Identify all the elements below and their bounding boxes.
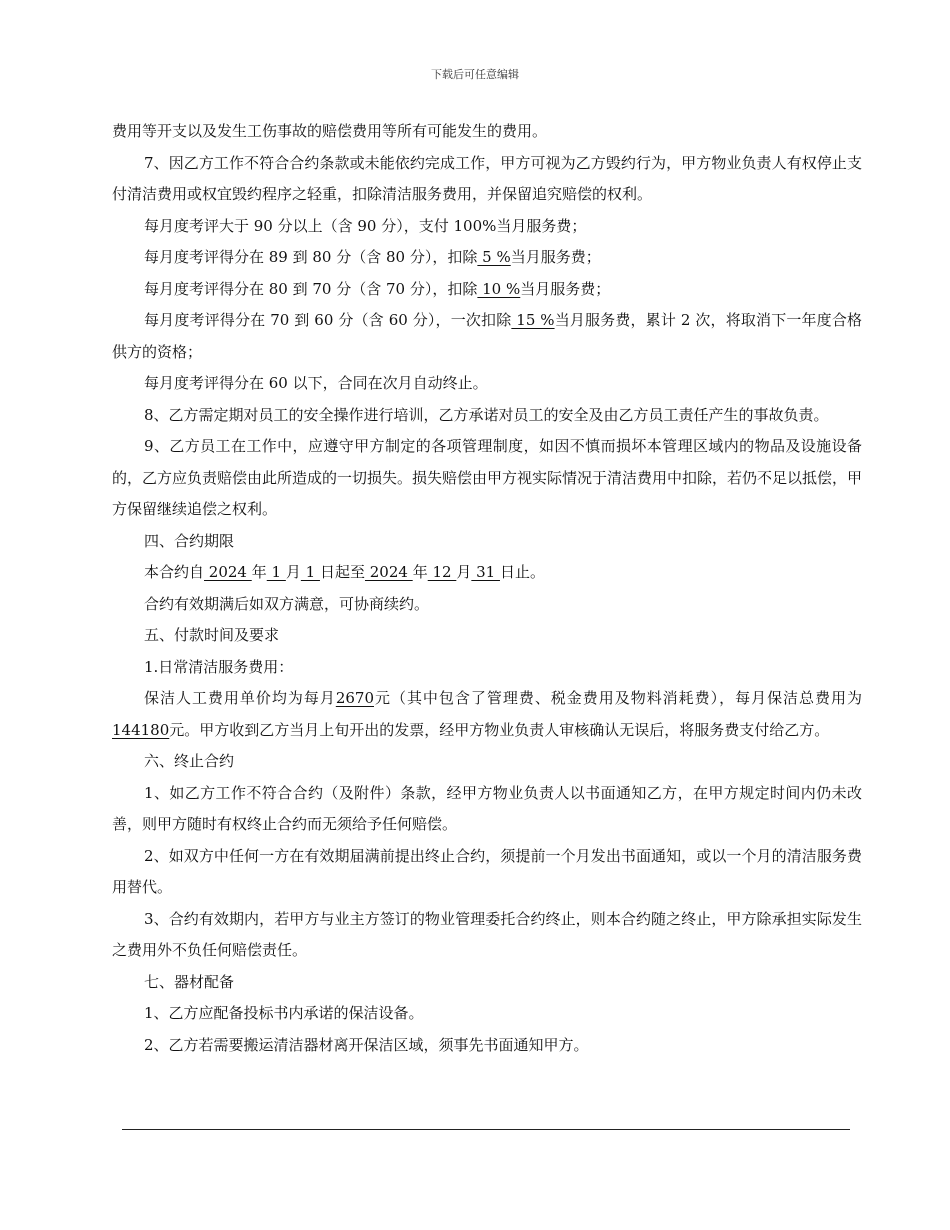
page-header: 下载后可任意编辑 xyxy=(431,68,519,81)
evaluation-rule-5: 每月度考评得分在 60 以下，合同在次月自动终止。 xyxy=(144,374,488,392)
evaluation-rule-2 xyxy=(112,242,862,274)
text: 日起至 xyxy=(319,563,365,581)
monthly-unit-price: 2670 xyxy=(335,689,374,707)
clause-9: 9、乙方员工在工作中，应遵守甲方制定的各项管理制度，如因不慎而损坏本管理区域内的物品及设施设备的，乙方应负责赔偿由此所造成的一切损失。损失赔偿由甲方视实际情况于清洁费用中扣除，若仍不足以抵偿，甲方保留继续追偿之权利。 xyxy=(112,437,863,518)
payment-details xyxy=(112,683,862,746)
text: 当月服务费，累计 2 次，将取消下一年度合格供方的资格； xyxy=(112,311,862,361)
section-title-payment: 五、付款时间及要求 xyxy=(144,626,280,644)
renewal-note: 合约有效期满后如双方满意，可协商续约。 xyxy=(144,594,430,613)
end-month: 12 xyxy=(427,563,457,581)
termination-clause-3: 3、合约有效期内，若甲方与业主方签订的物业管理委托合约终止，则本合约随之终止，甲方除承担实际发生之费用外不负任何赔偿责任。 xyxy=(112,909,862,959)
end-year: 2024 xyxy=(364,563,413,581)
deduction-rate: 15 % xyxy=(511,311,555,329)
evaluation-rule-1: 每月度考评大于 90 分以上（含 90 分），支付 100%当月服务费； xyxy=(144,216,587,235)
paragraph-continued: 费用等开支以及发生工伤事故的赔偿费用等所有可能发生的费用。 xyxy=(112,122,548,140)
contract-term xyxy=(112,557,862,589)
deduction-rate: 10 % xyxy=(477,279,521,298)
text: 每月度考评得分在 70 到 60 分（含 60 分），一次扣除 xyxy=(144,311,512,329)
text: 保洁人工费用单价均为每月 xyxy=(144,689,336,707)
termination-clause-1: 1、如乙方工作不符合合约（及附件）条款，经甲方物业负责人以书面通知乙方，在甲方规定时间内仍未改善，则甲方随时有权终止合约而无须给予任何赔偿。 xyxy=(112,783,862,833)
equipment-clause-1: 1、乙方应配备投标书内承诺的保洁设备。 xyxy=(144,1004,424,1022)
text: 年 xyxy=(412,563,428,581)
text: 年 xyxy=(251,563,267,581)
termination-clause-2: 2、如双方中任何一方在有效期届满前提出终止合约，须提前一个月发出书面通知，或以一个月的清洁服务费用替代。 xyxy=(112,846,862,896)
payment-subtitle: 1.日常清洁服务费用： xyxy=(144,657,294,676)
document-body xyxy=(112,116,862,1061)
clause-8: 8、乙方需定期对员工的安全操作进行培训，乙方承诺对员工的安全及由乙方员工责任产生的事故负责。 xyxy=(144,405,829,424)
text: 元。甲方收到乙方当月上旬开出的发票，经甲方物业负责人审核确认无误后，将服务费支付给乙方。 xyxy=(169,720,830,739)
text: 本合约自 xyxy=(144,563,205,581)
footer-divider xyxy=(122,1129,850,1130)
text: 每月度考评得分在 89 到 80 分（含 80 分），扣除 xyxy=(144,248,478,266)
text: 当月服务费； xyxy=(510,248,601,266)
text: 当月服务费； xyxy=(520,279,611,298)
text: 每月度考评得分在 80 到 70 分（含 70 分），扣除 xyxy=(144,279,478,298)
start-month: 1 xyxy=(266,563,286,581)
text: 元（其中包含了管理费、税金费用及物料消耗费），每月保洁总费用为 xyxy=(374,689,862,707)
start-day: 1 xyxy=(300,563,320,581)
start-year: 2024 xyxy=(204,563,252,581)
deduction-rate: 5 % xyxy=(477,248,511,266)
text: 月 xyxy=(285,563,301,581)
equipment-clause-2: 2、乙方若需要搬运清洁器材离开保洁区域，须事先书面通知甲方。 xyxy=(144,1035,589,1054)
end-day: 31 xyxy=(471,563,500,581)
clause-7: 7、因乙方工作不符合合约条款或未能依约完成工作，甲方可视为乙方毁约行为，甲方物业负责人有权停止支付清洁费用或权宜毁约程序之轻重，扣除清洁服务费用，并保留追究赔偿的权利。 xyxy=(112,153,862,203)
evaluation-rule-3 xyxy=(112,274,862,306)
text: 日止。 xyxy=(499,563,545,581)
text: 月 xyxy=(456,563,472,581)
evaluation-rule-4 xyxy=(112,305,862,368)
monthly-total: 144180 xyxy=(112,720,170,739)
section-title-termination: 六、终止合约 xyxy=(144,752,235,770)
section-title-equipment: 七、器材配备 xyxy=(144,972,235,991)
section-title-term: 四、合约期限 xyxy=(144,531,235,550)
